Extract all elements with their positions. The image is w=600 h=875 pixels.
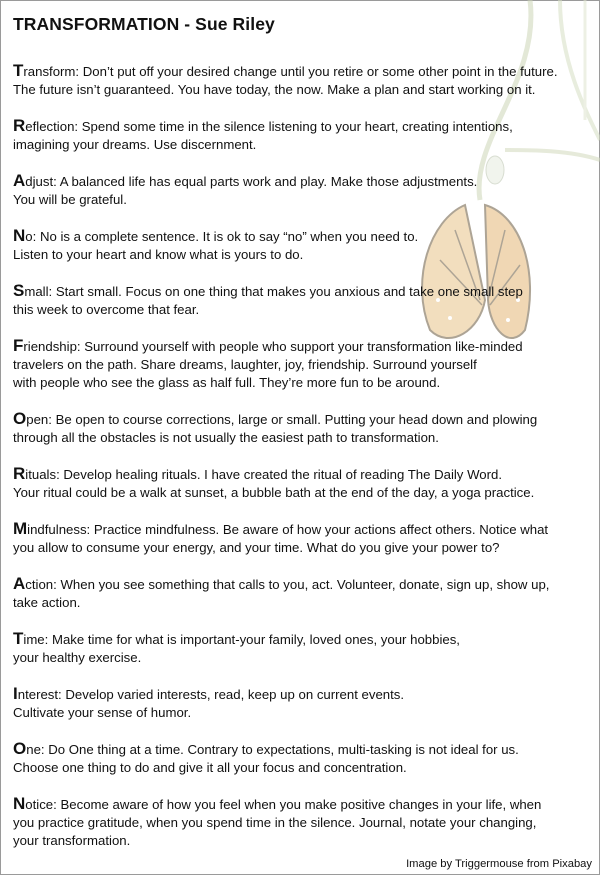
entry-initial-letter: O xyxy=(13,409,27,428)
image-credit: Image by Triggermouse from Pixabay xyxy=(406,858,592,870)
entry-initial-letter: T xyxy=(13,629,24,648)
acrostic-entry xyxy=(13,117,593,154)
acrostic-entry xyxy=(13,685,593,722)
acrostic-entry xyxy=(13,337,593,392)
entry-text: ime: Make time for what is important-your family, loved ones, your hobbies, your healthy exercise. xyxy=(13,632,460,665)
entry-text: mall: Start small. Focus on one thing that makes you anxious and take one small step this week to overcome that fear. xyxy=(13,284,523,317)
entry-initial-letter: R xyxy=(13,464,26,483)
acrostic-entry xyxy=(13,795,593,850)
acrostic-entry xyxy=(13,410,593,447)
acrostic-entry xyxy=(13,282,593,319)
acrostic-entry xyxy=(13,465,593,502)
entry-initial-letter: I xyxy=(13,684,18,703)
entry-text: ne: Do One thing at a time. Contrary to expectations, multi-tasking is not ideal for us. Choose one thing to do and give it all your focus and concentration. xyxy=(13,742,519,775)
entry-text: ransform: Don’t put off your desired change until you retire or some other point in the future. The future isn’t guaranteed. You have today, the now. Make a plan and start working on it. xyxy=(13,64,558,97)
entry-text: ction: When you see something that calls to you, act. Volunteer, donate, sign up, show up, take action. xyxy=(13,577,550,610)
acrostic-entry xyxy=(13,630,593,667)
entry-text: indfulness: Practice mindfulness. Be aware of how your actions affect others. Notice what you allow to consume your energy, and your time. What do you give your power to? xyxy=(13,522,549,555)
entry-text: riendship: Surround yourself with people who support your transformation like-minded travelers on the path. Share dreams, laughter, joy, friendship. Surround yourself with people who see the glass as half full. They’re more fun to be around. xyxy=(13,339,523,390)
entry-text: ituals: Develop healing rituals. I have created the ritual of reading The Daily Word. Your ritual could be a walk at sunset, a bubble bath at the end of the day, a yoga practice. xyxy=(13,467,535,500)
acrostic-entry xyxy=(13,227,593,264)
entry-initial-letter: M xyxy=(13,519,28,538)
entry-text: nterest: Develop varied interests, read, keep up on current events. Cultivate your sense of humor. xyxy=(13,687,405,720)
entry-initial-letter: T xyxy=(13,61,24,80)
entry-initial-letter: N xyxy=(13,226,26,245)
entry-text: eflection: Spend some time in the silence listening to your heart, creating intentions, imagining your dreams. Use discernment. xyxy=(13,119,513,152)
entry-text: pen: Be open to course corrections, large or small. Putting your head down and plowing through all the obstacles is not usually the easiest path to transformation. xyxy=(13,412,538,445)
entry-text: djust: A balanced life has equal parts work and play. Make those adjustments. You will be grateful. xyxy=(13,174,478,207)
acrostic-entry xyxy=(13,172,593,209)
entry-initial-letter: F xyxy=(13,336,24,355)
entry-text: o: No is a complete sentence. It is ok to say “no” when you need to. Listen to your heart and know what is yours to do. xyxy=(13,229,419,262)
acrostic-entry xyxy=(13,740,593,777)
acrostic-entry xyxy=(13,62,593,99)
entry-initial-letter: N xyxy=(13,794,26,813)
page-title: TRANSFORMATION - Sue Riley xyxy=(13,14,275,34)
entry-initial-letter: A xyxy=(13,574,26,593)
entry-text: otice: Become aware of how you feel when you make positive changes in your life, when you practice gratitude, when you spend time in the silence. Journal, notate your changing, your transformation. xyxy=(13,797,542,848)
entry-initial-letter: R xyxy=(13,116,26,135)
acrostic-entry xyxy=(13,520,593,557)
acrostic-list xyxy=(13,62,593,850)
entry-initial-letter: A xyxy=(13,171,26,190)
entry-initial-letter: S xyxy=(13,281,25,300)
acrostic-entry xyxy=(13,575,593,612)
entry-initial-letter: O xyxy=(13,739,27,758)
